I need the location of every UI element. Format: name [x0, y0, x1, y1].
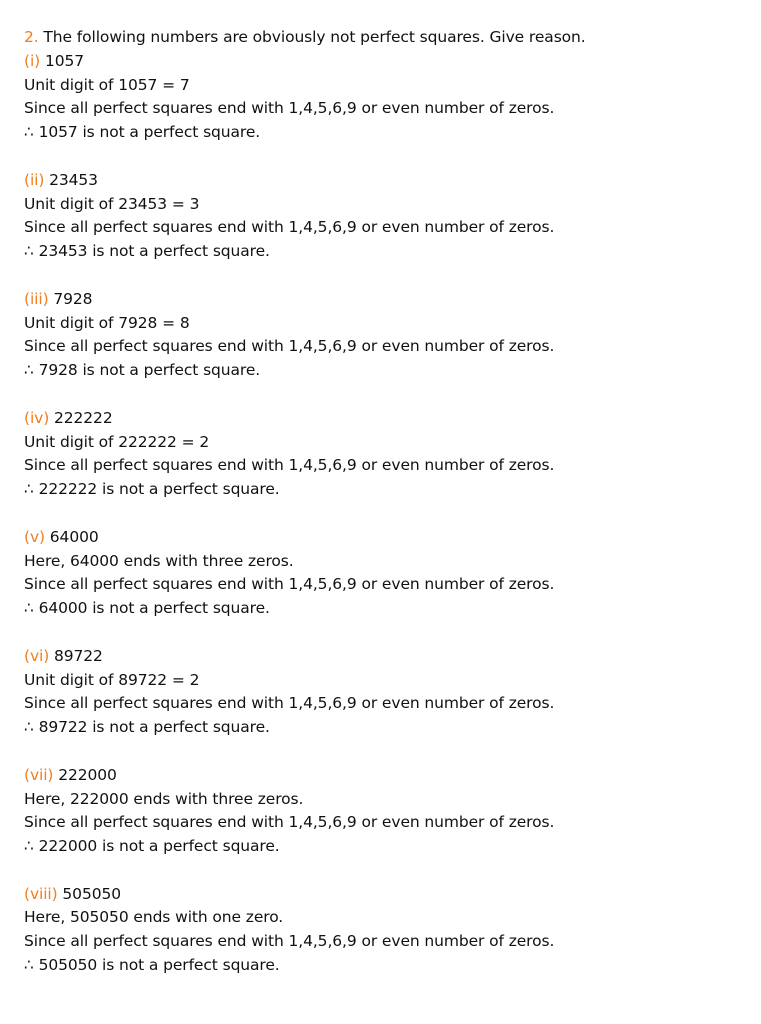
part-conclusion: ∴ 222222 is not a perfect square.: [24, 480, 280, 499]
part-line-1: Unit digit of 222222 = 2: [24, 432, 210, 451]
part-vii: [24, 764, 744, 859]
part-conclusion: ∴ 89722 is not a perfect square.: [24, 718, 270, 737]
part-heading: [24, 645, 744, 669]
part-line-2: Since all perfect squares end with 1,4,5,6,9 or even number of zeros.: [24, 218, 555, 237]
part-number: 23453: [49, 170, 98, 189]
part-heading: [24, 50, 744, 74]
part-heading: [24, 169, 744, 193]
part-heading: [24, 288, 744, 312]
part-heading: [24, 407, 744, 431]
part-heading: [24, 764, 744, 788]
part-label: (vi): [24, 646, 50, 665]
part-vi: [24, 645, 744, 740]
part-heading: [24, 526, 744, 550]
part-number: 505050: [62, 884, 121, 903]
part-label: (ii): [24, 170, 45, 189]
part-number: 222000: [58, 765, 117, 784]
part-ii: [24, 169, 744, 264]
solution-document: [24, 26, 744, 978]
part-conclusion: ∴ 7928 is not a perfect square.: [24, 361, 261, 380]
part-number: 89722: [54, 646, 103, 665]
part-conclusion: ∴ 64000 is not a perfect square.: [24, 599, 270, 618]
part-heading: [24, 883, 744, 907]
part-label: (iv): [24, 408, 50, 427]
part-conclusion: ∴ 1057 is not a perfect square.: [24, 123, 261, 142]
part-line-1: Unit digit of 23453 = 3: [24, 194, 200, 213]
part-line-1: Unit digit of 1057 = 7: [24, 75, 190, 94]
part-line-2: Since all perfect squares end with 1,4,5,6,9 or even number of zeros.: [24, 575, 555, 594]
part-line-1: Unit digit of 7928 = 8: [24, 313, 190, 332]
part-line-2: Since all perfect squares end with 1,4,5,6,9 or even number of zeros.: [24, 932, 555, 951]
part-v: [24, 526, 744, 621]
part-label: (vii): [24, 765, 54, 784]
part-line-1: Unit digit of 89722 = 2: [24, 670, 200, 689]
part-line-2: Since all perfect squares end with 1,4,5,6,9 or even number of zeros.: [24, 99, 555, 118]
part-line-1: Here, 505050 ends with one zero.: [24, 908, 284, 927]
part-line-2: Since all perfect squares end with 1,4,5,6,9 or even number of zeros.: [24, 694, 555, 713]
part-line-2: Since all perfect squares end with 1,4,5,6,9 or even number of zeros.: [24, 337, 555, 356]
part-viii: [24, 883, 744, 978]
part-number: 222222: [54, 408, 113, 427]
part-number: 1057: [44, 51, 84, 70]
part-label: (viii): [24, 884, 58, 903]
part-number: 7928: [53, 289, 93, 308]
part-iv: [24, 407, 744, 502]
part-label: (iii): [24, 289, 49, 308]
part-line-2: Since all perfect squares end with 1,4,5,6,9 or even number of zeros.: [24, 813, 555, 832]
part-line-2: Since all perfect squares end with 1,4,5,6,9 or even number of zeros.: [24, 456, 555, 475]
question-heading: [24, 26, 744, 50]
part-conclusion: ∴ 222000 is not a perfect square.: [24, 837, 280, 856]
question-text: The following numbers are obviously not perfect squares. Give reason.: [43, 28, 586, 46]
part-iii: [24, 288, 744, 383]
part-line-1: Here, 222000 ends with three zeros.: [24, 789, 304, 808]
part-line-1: Here, 64000 ends with three zeros.: [24, 551, 294, 570]
question-number: 2.: [24, 28, 39, 46]
part-label: (v): [24, 527, 45, 546]
part-conclusion: ∴ 505050 is not a perfect square.: [24, 956, 280, 975]
part-conclusion: ∴ 23453 is not a perfect square.: [24, 242, 270, 261]
part-i: [24, 50, 744, 145]
part-label: (i): [24, 51, 41, 70]
part-number: 64000: [49, 527, 99, 546]
